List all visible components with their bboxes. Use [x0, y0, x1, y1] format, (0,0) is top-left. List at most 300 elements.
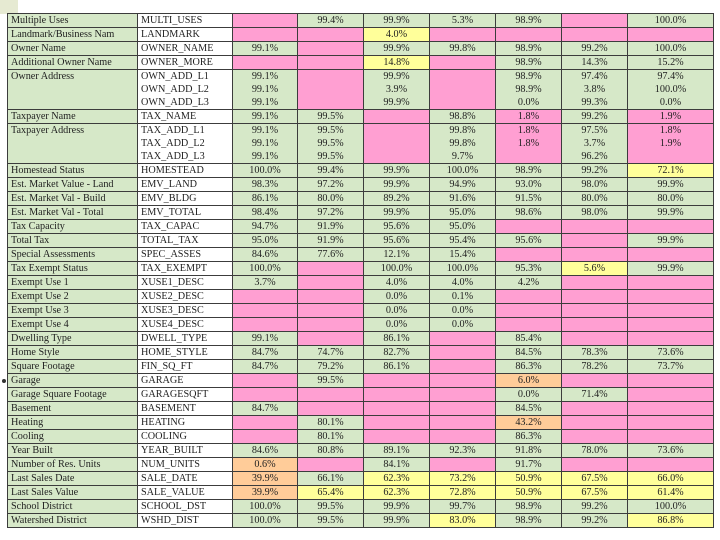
value-cell	[430, 164, 496, 178]
field-name-cell-line: XUSE4_DESC	[141, 319, 204, 330]
value-cell-line: 98.6%	[515, 207, 542, 218]
value-cell	[628, 500, 714, 514]
value-cell	[298, 262, 364, 276]
value-cell	[496, 486, 562, 500]
value-cell	[496, 318, 562, 332]
attribute-name-cell-line: Dwelling Type	[11, 333, 72, 344]
value-cell-line: 99.2%	[581, 165, 608, 176]
attribute-name-cell-line: Garage	[11, 375, 41, 386]
value-cell-line: 97.4%	[581, 71, 608, 82]
value-cell-line: 9.7%	[451, 151, 474, 162]
value-cell-line	[236, 416, 294, 429]
table-row	[8, 220, 714, 234]
value-cell-line: 0.1%	[451, 291, 474, 302]
attribute-name-cell-line: Cooling	[11, 431, 44, 442]
value-cell-line: 100.0%	[654, 15, 687, 26]
value-cell-line	[631, 332, 710, 345]
value-cell	[430, 28, 496, 42]
value-cell-line: 99.8%	[449, 125, 476, 136]
value-cell-line	[433, 96, 492, 109]
value-cell-line: 82.7%	[383, 347, 410, 358]
value-cell	[298, 28, 364, 42]
value-cell	[298, 444, 364, 458]
field-name-cell-line: TAX_ADD_L1	[141, 125, 205, 136]
value-cell-line: 4.0%	[385, 29, 408, 40]
value-cell	[628, 28, 714, 42]
value-cell	[496, 304, 562, 318]
attribute-name-cell-line: Exempt Use 2	[11, 291, 69, 302]
value-cell	[496, 262, 562, 276]
value-cell-line	[433, 388, 492, 401]
value-cell-line: 98.0%	[581, 207, 608, 218]
value-cell	[298, 514, 364, 528]
value-cell-line: 3.9%	[385, 84, 408, 95]
value-cell-line: 84.7%	[251, 347, 279, 358]
attribute-name-cell-line: Last Sales Date	[11, 473, 75, 484]
value-cell	[233, 332, 298, 346]
value-cell-line: 99.9%	[383, 501, 410, 512]
value-cell-line	[499, 304, 558, 317]
value-cell-line: 100.0%	[446, 263, 479, 274]
value-cell	[562, 458, 628, 472]
value-cell-line: 1.8%	[659, 125, 682, 136]
value-cell	[364, 402, 430, 416]
value-cell	[430, 304, 496, 318]
attribute-name-cell-line: Home Style	[11, 347, 60, 358]
value-cell-line: 67.5%	[581, 473, 608, 484]
attribute-name-cell-line	[11, 96, 134, 109]
value-cell-line	[631, 150, 710, 163]
value-cell	[430, 514, 496, 528]
value-cell-line	[367, 430, 426, 443]
value-cell-line: 1.8%	[517, 125, 540, 136]
value-cell-line: 98.9%	[515, 515, 542, 526]
attribute-name-cell-line: Number of Res. Units	[11, 459, 101, 470]
field-name-cell	[138, 28, 233, 42]
value-cell-line: 73.2%	[449, 473, 476, 484]
value-cell-line	[565, 304, 624, 317]
value-cell-line	[631, 402, 710, 415]
value-cell-line	[631, 416, 710, 429]
value-cell	[298, 472, 364, 486]
value-cell	[562, 124, 628, 164]
field-name-cell	[138, 486, 233, 500]
value-cell-line: 98.3%	[251, 179, 279, 190]
value-cell-line: 4.2%	[517, 277, 540, 288]
field-name-cell-line: TAX_ADD_L3	[141, 151, 205, 162]
value-cell-line	[433, 402, 492, 415]
value-cell	[496, 444, 562, 458]
value-cell	[364, 374, 430, 388]
value-cell-line: 97.4%	[657, 71, 684, 82]
value-cell	[233, 388, 298, 402]
value-cell-line: 0.0%	[451, 305, 474, 316]
value-cell-line: 84.1%	[383, 459, 410, 470]
attribute-name-cell	[8, 304, 138, 318]
value-cell	[233, 360, 298, 374]
value-cell-line: 97.2%	[317, 179, 344, 190]
value-cell-line: 99.9%	[383, 165, 410, 176]
table-row	[8, 234, 714, 248]
value-cell-line: 91.8%	[515, 445, 542, 456]
field-name-cell-line: TOTAL_TAX	[141, 235, 199, 246]
value-cell-line	[367, 124, 426, 137]
attribute-name-cell-line: Landmark/Business Nam	[11, 29, 115, 40]
value-cell	[430, 124, 496, 164]
value-cell	[298, 416, 364, 430]
value-cell-line: 99.9%	[657, 207, 684, 218]
attribute-name-cell	[8, 234, 138, 248]
value-cell	[628, 486, 714, 500]
value-cell-line: 99.1%	[251, 43, 279, 54]
field-name-cell	[138, 234, 233, 248]
table-row	[8, 28, 714, 42]
value-cell-line: 66.1%	[317, 473, 344, 484]
value-cell	[496, 70, 562, 110]
value-cell	[430, 458, 496, 472]
value-cell-line: 39.9%	[251, 473, 279, 484]
value-cell-line: 99.5%	[317, 138, 344, 149]
value-cell-line: 99.9%	[383, 97, 410, 108]
value-cell-line: 100.0%	[654, 43, 687, 54]
value-cell-line	[236, 290, 294, 303]
value-cell	[233, 514, 298, 528]
value-cell-line	[565, 458, 624, 471]
field-name-cell-line: LANDMARK	[141, 29, 200, 40]
value-cell	[430, 388, 496, 402]
value-cell	[628, 206, 714, 220]
value-cell-line	[631, 304, 710, 317]
value-cell	[298, 164, 364, 178]
table-row	[8, 70, 714, 110]
value-cell-line: 86.3%	[515, 361, 542, 372]
value-cell	[562, 56, 628, 70]
value-cell	[298, 14, 364, 28]
field-name-cell-line: TAX_NAME	[141, 111, 197, 122]
table-row	[8, 248, 714, 262]
value-cell	[628, 318, 714, 332]
value-cell	[496, 402, 562, 416]
attribute-name-cell-line: Taxpayer Address	[11, 125, 85, 136]
attribute-name-cell	[8, 402, 138, 416]
attribute-name-cell-line: Est. Market Val - Build	[11, 193, 106, 204]
value-cell-line: 50.9%	[515, 487, 542, 498]
field-name-cell-line: NUM_UNITS	[141, 459, 200, 470]
attribute-name-cell	[8, 164, 138, 178]
attribute-name-cell	[8, 70, 138, 110]
value-cell	[496, 276, 562, 290]
value-cell-line: 99.2%	[581, 515, 608, 526]
value-cell	[430, 234, 496, 248]
value-cell	[298, 500, 364, 514]
value-cell	[233, 486, 298, 500]
field-name-cell	[138, 346, 233, 360]
value-cell	[364, 262, 430, 276]
value-cell	[562, 14, 628, 28]
attribute-name-cell	[8, 248, 138, 262]
value-cell	[496, 290, 562, 304]
value-cell	[430, 70, 496, 110]
attribute-name-cell-line	[11, 150, 134, 163]
value-cell	[233, 276, 298, 290]
value-cell	[562, 346, 628, 360]
value-cell-line: 89.2%	[383, 193, 410, 204]
value-cell-line: 84.7%	[251, 361, 279, 372]
value-cell	[298, 110, 364, 124]
value-cell-line: 98.4%	[251, 207, 279, 218]
field-name-cell	[138, 262, 233, 276]
value-cell-line	[301, 458, 360, 471]
value-cell	[298, 42, 364, 56]
field-name-cell-line: EMV_BLDG	[141, 193, 197, 204]
field-name-cell	[138, 304, 233, 318]
value-cell-line: 99.1%	[251, 333, 279, 344]
value-cell	[364, 220, 430, 234]
value-cell-line: 3.7%	[254, 277, 276, 288]
value-cell-line: 3.7%	[583, 138, 606, 149]
value-cell-line	[301, 28, 360, 41]
value-cell-line: 77.6%	[317, 249, 344, 260]
value-cell	[364, 444, 430, 458]
table-row	[8, 124, 714, 164]
value-cell	[562, 304, 628, 318]
value-cell	[233, 124, 298, 164]
value-cell	[562, 318, 628, 332]
attribute-name-cell-line	[11, 137, 134, 150]
value-cell	[430, 360, 496, 374]
value-cell-line: 12.1%	[383, 249, 410, 260]
value-cell-line: 92.3%	[449, 445, 476, 456]
attribute-name-cell	[8, 290, 138, 304]
value-cell-line: 98.9%	[515, 71, 542, 82]
value-cell	[364, 486, 430, 500]
value-cell	[628, 110, 714, 124]
value-cell	[233, 42, 298, 56]
value-cell-line	[433, 346, 492, 359]
value-cell-line	[367, 402, 426, 415]
field-name-cell-line: SALE_DATE	[141, 473, 198, 484]
value-cell-line	[236, 388, 294, 401]
value-cell-line: 73.6%	[657, 347, 684, 358]
value-cell	[496, 430, 562, 444]
value-cell	[562, 42, 628, 56]
slide-corner-tab	[0, 0, 18, 14]
value-cell	[430, 416, 496, 430]
value-cell	[364, 500, 430, 514]
value-cell	[298, 304, 364, 318]
value-cell-line: 80.1%	[317, 417, 344, 428]
table-row	[8, 360, 714, 374]
value-cell	[364, 290, 430, 304]
value-cell	[496, 360, 562, 374]
value-cell-line: 99.8%	[449, 43, 476, 54]
value-cell-line	[433, 430, 492, 443]
value-cell	[233, 430, 298, 444]
value-cell-line: 4.0%	[385, 277, 408, 288]
value-cell-line: 99.8%	[449, 138, 476, 149]
field-name-cell	[138, 458, 233, 472]
value-cell-line	[565, 332, 624, 345]
value-cell-line: 80.0%	[657, 193, 684, 204]
value-cell	[562, 416, 628, 430]
field-name-cell	[138, 332, 233, 346]
value-cell-line	[565, 374, 624, 387]
value-cell	[298, 56, 364, 70]
value-cell	[298, 486, 364, 500]
table-row	[8, 346, 714, 360]
value-cell-line: 86.8%	[657, 515, 684, 526]
attribute-name-cell	[8, 430, 138, 444]
attribute-name-cell	[8, 192, 138, 206]
table-row	[8, 444, 714, 458]
attribute-name-cell-line: Exempt Use 1	[11, 277, 69, 288]
value-cell-line: 94.7%	[251, 221, 279, 232]
value-cell	[233, 56, 298, 70]
value-cell	[496, 56, 562, 70]
value-cell	[364, 234, 430, 248]
value-cell-line: 100.0%	[249, 165, 281, 176]
value-cell-line	[565, 416, 624, 429]
value-cell	[298, 360, 364, 374]
value-cell-line: 99.5%	[317, 501, 344, 512]
field-name-cell	[138, 500, 233, 514]
table-row	[8, 514, 714, 528]
value-cell-line	[433, 360, 492, 373]
value-cell	[430, 262, 496, 276]
value-cell	[364, 178, 430, 192]
value-cell-line	[301, 83, 360, 96]
value-cell-line	[433, 70, 492, 83]
value-cell-line	[433, 374, 492, 387]
value-cell	[562, 192, 628, 206]
value-cell	[298, 124, 364, 164]
value-cell-line	[631, 290, 710, 303]
attribute-name-cell-line: Owner Address	[11, 71, 75, 82]
value-cell	[233, 472, 298, 486]
value-cell-line: 86.3%	[515, 431, 542, 442]
value-cell-line: 83.0%	[449, 515, 476, 526]
value-cell-line: 98.0%	[581, 179, 608, 190]
value-cell	[364, 164, 430, 178]
value-cell-line: 15.4%	[449, 249, 476, 260]
field-name-cell-line: HOMESTEAD	[141, 165, 204, 176]
value-cell	[562, 248, 628, 262]
field-name-cell-line: WSHD_DIST	[141, 515, 199, 526]
value-cell	[298, 374, 364, 388]
attribute-name-cell-line: Special Assessments	[11, 249, 96, 260]
attribute-name-cell	[8, 416, 138, 430]
field-name-cell-line: XUSE3_DESC	[141, 305, 204, 316]
value-cell-line: 71.4%	[581, 389, 608, 400]
value-cell-line: 95.6%	[383, 235, 410, 246]
value-cell	[496, 500, 562, 514]
field-name-cell	[138, 276, 233, 290]
value-cell-line: 1.9%	[659, 138, 682, 149]
value-cell	[628, 416, 714, 430]
value-cell	[496, 124, 562, 164]
value-cell	[628, 192, 714, 206]
value-cell-line: 99.2%	[581, 501, 608, 512]
value-cell	[628, 444, 714, 458]
value-cell	[364, 248, 430, 262]
value-cell-line: 100.0%	[249, 515, 281, 526]
value-cell-line: 93.0%	[515, 179, 542, 190]
value-cell-line	[433, 458, 492, 471]
value-cell-line: 80.8%	[317, 445, 344, 456]
value-cell	[233, 444, 298, 458]
table-row	[8, 318, 714, 332]
value-cell	[562, 374, 628, 388]
value-cell-line	[236, 14, 294, 27]
value-cell-line: 99.5%	[317, 151, 344, 162]
value-cell	[496, 110, 562, 124]
value-cell	[364, 472, 430, 486]
value-cell	[496, 220, 562, 234]
value-cell-line	[499, 28, 558, 41]
value-cell-line: 73.7%	[657, 361, 684, 372]
value-cell	[628, 430, 714, 444]
value-cell	[628, 276, 714, 290]
value-cell	[430, 500, 496, 514]
value-cell	[562, 234, 628, 248]
table-row	[8, 500, 714, 514]
value-cell	[562, 178, 628, 192]
value-cell	[496, 416, 562, 430]
value-cell-line: 100.0%	[654, 501, 687, 512]
value-cell	[562, 206, 628, 220]
value-cell-line	[631, 430, 710, 443]
field-name-cell	[138, 444, 233, 458]
value-cell	[298, 206, 364, 220]
table-row	[8, 262, 714, 276]
value-cell	[364, 110, 430, 124]
field-name-cell	[138, 110, 233, 124]
value-cell-line	[433, 56, 492, 69]
value-cell-line: 98.9%	[515, 43, 542, 54]
attribute-name-cell	[8, 500, 138, 514]
value-cell	[430, 486, 496, 500]
value-cell-line: 99.9%	[383, 15, 410, 26]
value-cell-line	[301, 56, 360, 69]
value-cell	[628, 124, 714, 164]
value-cell	[628, 14, 714, 28]
value-cell-line: 86.1%	[251, 193, 279, 204]
value-cell-line: 99.5%	[317, 515, 344, 526]
value-cell-line	[565, 28, 624, 41]
value-cell-line	[499, 248, 558, 261]
value-cell-line: 97.2%	[317, 207, 344, 218]
value-cell	[496, 514, 562, 528]
attribute-name-cell-line: Est. Market Val - Total	[11, 207, 104, 218]
value-cell-line: 100.0%	[654, 84, 687, 95]
value-cell	[496, 346, 562, 360]
value-cell-line: 5.3%	[451, 15, 474, 26]
value-cell	[233, 206, 298, 220]
value-cell-line	[565, 220, 624, 233]
value-cell	[628, 458, 714, 472]
value-cell	[628, 56, 714, 70]
value-cell-line: 3.8%	[583, 84, 606, 95]
value-cell	[628, 164, 714, 178]
value-cell	[364, 70, 430, 110]
value-cell-line	[301, 304, 360, 317]
field-name-cell	[138, 416, 233, 430]
value-cell-line	[499, 220, 558, 233]
value-cell-line: 95.4%	[449, 235, 476, 246]
value-cell	[233, 178, 298, 192]
table-row	[8, 178, 714, 192]
field-name-cell-line: TAX_EXEMPT	[141, 263, 207, 274]
